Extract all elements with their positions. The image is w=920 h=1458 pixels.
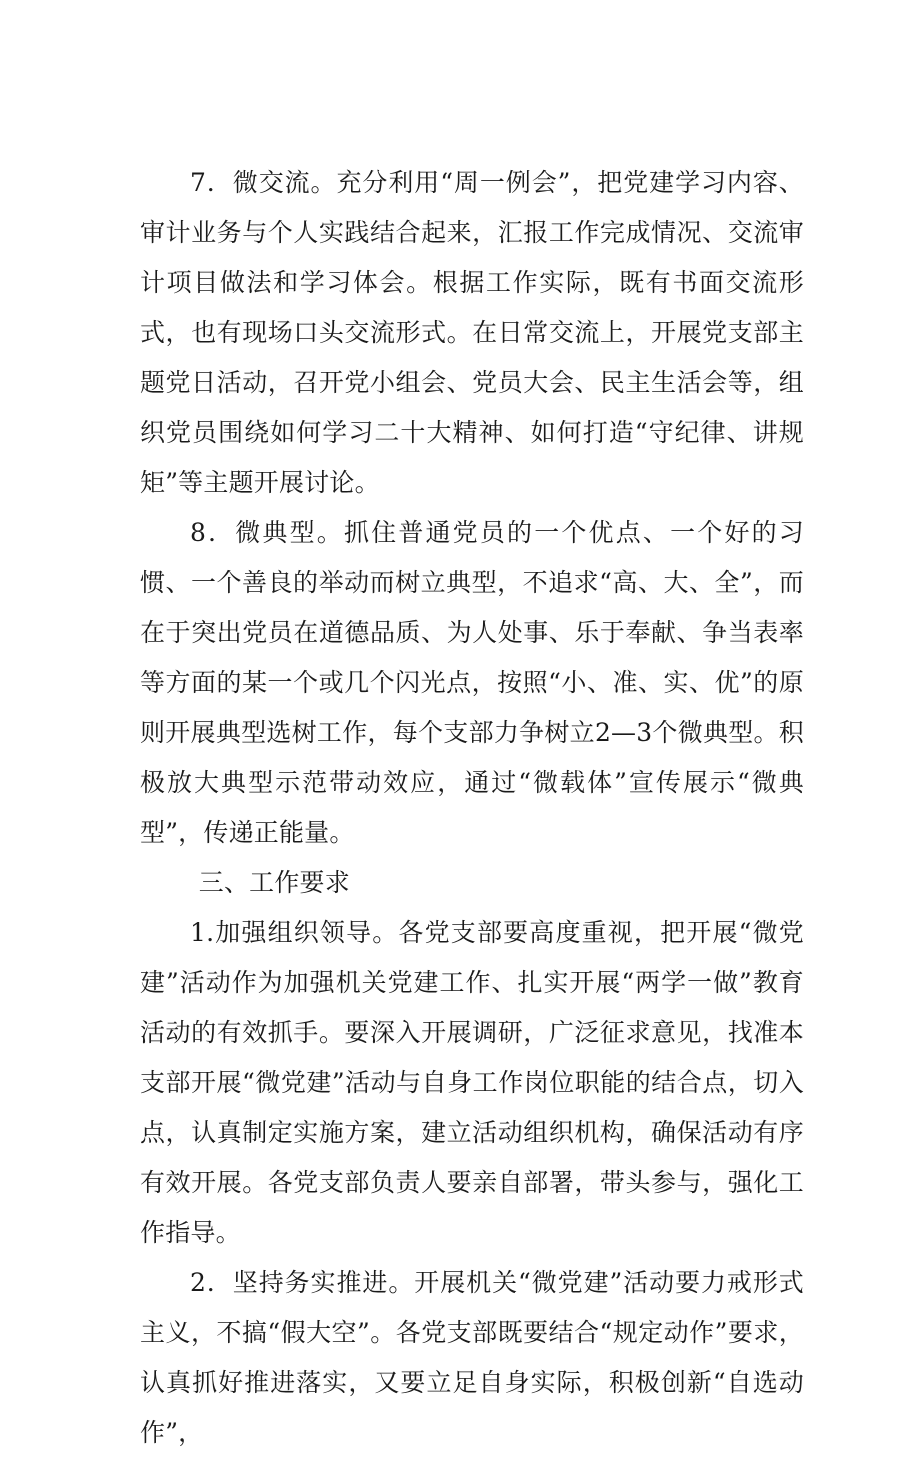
paragraph-requirement-2: 2．坚持务实推进。开展机关“微党建”活动要力戒形式主义，不搞“假大空”。各党支部既要结合“规定动作”要求，认真抓好推进落实，又要立足自身实际，积极创新“自选动作”， xyxy=(140,1268,804,1447)
paragraph-item-8: 8．微典型。抓住普通党员的一个优点、一个好的习惯、一个善良的举动而树立典型，不追求“高、大、全”，而在于突出党员在道德品质、为人处事、乐于奉献、争当表率等方面的某一个或几个闪光点，按照“小、准、实、优”的原则开展典型选树工作，每个支部力争树立2—3个微典型。积极放大典型示范带动效应，通过“微载体”宣传展示“微典型”，传递正能量。 xyxy=(140,518,804,847)
paragraph-item-7: 7．微交流。充分利用“周一例会”，把党建学习内容、审计业务与个人实践结合起来，汇报工作完成情况、交流审计项目做法和学习体会。根据工作实际，既有书面交流形式，也有现场口头交流形式。在日常交流上，开展党支部主题党日活动，召开党小组会、党员大会、民主生活会等，组织党员围绕如何学习二十大精神、如何打造“守纪律、讲规矩”等主题开展讨论。 xyxy=(140,168,804,497)
paragraph-requirement-1: 1.加强组织领导。各党支部要高度重视，把开展“微党建”活动作为加强机关党建工作、扎实开展“两学一做”教育活动的有效抓手。要深入开展调研，广泛征求意见，找准本支部开展“微党建”活动与自身工作岗位职能的结合点，切入点，认真制定实施方案，建立活动组织机构，确保活动有序有效开展。各党支部负责人要亲自部署，带头参与，强化工作指导。 xyxy=(140,918,804,1247)
document-body xyxy=(140,158,804,1458)
section-heading-work-requirements: 三、工作要求 xyxy=(198,868,350,897)
